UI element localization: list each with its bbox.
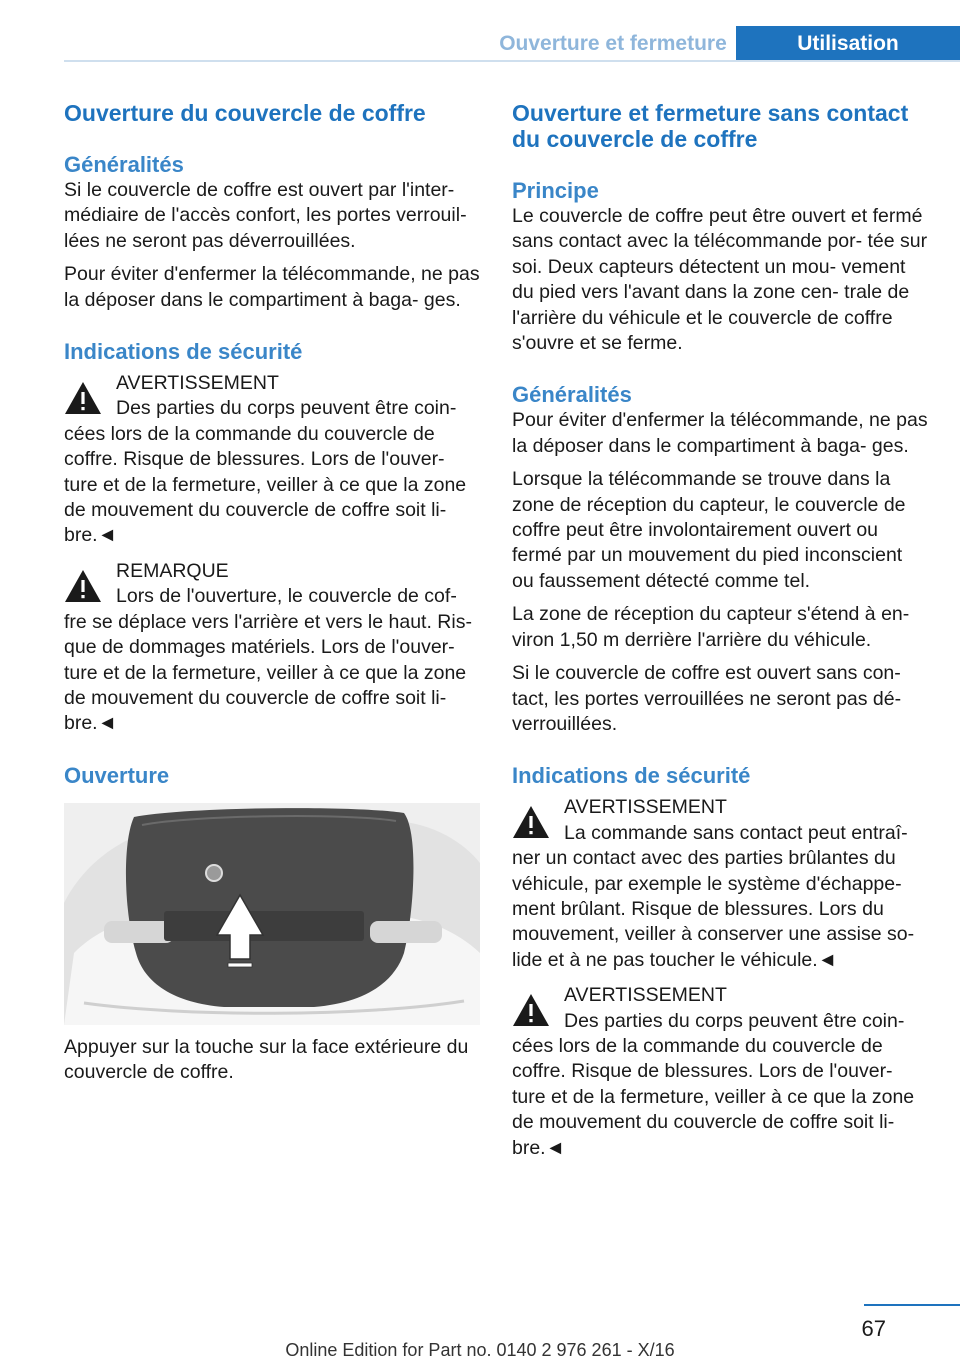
footer-rule	[864, 1304, 960, 1306]
warning-label: AVERTISSEMENT	[564, 796, 727, 819]
notice-text-first-line: Lors de l'ouverture, le couvercle de cof‐	[116, 585, 457, 608]
section-title-opening-trunk-lid: Ouverture du couvercle de coffre	[64, 100, 426, 126]
paragraph-doors-locked: Si le couvercle de coffre est ouvert sans con‐ tact, les portes verrouillées ne seront pas dé‐ verrouillées.	[512, 662, 902, 735]
paragraph-principle: Le couvercle de coffre peut être ouvert et fermé sans contact avec la télécommande por‐ tée sur soi. Deux capteurs détectent un mou‐ vement du pied vers l'avant dans la zone cen‐ trale de l'arrière du véhicule et le couvercle de coffre s'ouvre et se ferme.	[512, 205, 928, 355]
warning-text-first-line: Des parties du corps peuvent être coin‐	[564, 1009, 905, 1032]
heading-opening: Ouverture	[64, 762, 170, 788]
paragraph-sensor-range: La zone de réception du capteur s'étend à en‐ viron 1,50 m derrière l'arrière du véhicule.	[512, 603, 910, 651]
warning-triangle-icon	[512, 993, 550, 1027]
paragraph-remote-key-warning-right: Pour éviter d'enfermer la télécommande, ne pas la déposer dans le compartiment à baga‐ ges.	[512, 409, 928, 457]
warning-label: AVERTISSEMENT	[564, 984, 727, 1007]
warning-text: cées lors de la commande du couvercle de coffre. Risque de blessures. Lors de l'ouver‐ ture et de la fermeture, veiller à ce que la zone de mouvement du couvercle de coffre soit li‐ bre.◄	[512, 1034, 915, 1159]
notice-block-material-damage	[64, 559, 480, 737]
paragraph-sensor-zone-risk: Lorsque la télécommande se trouve dans la zone de réception du capteur, le couvercle de coffre peut être involontairement ouvert ou fermé par un mouvement du pied inconscient ou faussement détecté comme tel.	[512, 468, 906, 592]
right-column	[512, 100, 928, 1161]
running-header-chapter-tab: Utilisation	[736, 26, 960, 62]
warning-block-hot-parts	[512, 795, 928, 973]
warning-text: cées lors de la commande du couvercle de coffre. Risque de blessures. Lors de l'ouver‐ ture et de la fermeture, veiller à ce que la zone de mouvement du couvercle de coffre soit li‐ bre.◄	[64, 422, 467, 547]
header-rule	[64, 60, 960, 62]
warning-text: ner un contact avec des parties brûlantes du véhicule, par exemple le système d'échappe‐ ment brûlant. Risque de blessures. Lors du mouvement, veiller à conserver une assise so‐ lide et à ne pas toucher le véhicule.◄	[512, 847, 915, 971]
trunk-lid-illustration	[64, 803, 480, 1025]
notice-text: fre se déplace vers l'arrière et vers le haut. Ris‐ que de dommages matériels. Lors de l'ouver‐ ture et de la fermeture, veiller à ce que la zone de mouvement du couvercle de coffre soit li‐ bre.◄	[64, 610, 472, 735]
warning-label: AVERTISSEMENT	[116, 372, 279, 395]
edition-footer: Online Edition for Part no. 0140 2 976 261 - X/16	[285, 1340, 675, 1360]
warning-block-body-parts	[64, 371, 480, 549]
section-title-contactless-trunk: Ouverture et fermeture sans contact du couvercle de coffre	[512, 100, 909, 152]
left-column	[64, 100, 480, 1086]
warning-text-first-line: Des parties du corps peuvent être coin‐	[116, 397, 457, 420]
heading-general: Généralités	[64, 152, 184, 177]
warning-block-body-parts-right	[512, 983, 928, 1161]
running-header-section: Ouverture et fermeture	[499, 32, 727, 55]
heading-safety: Indications de sécurité	[64, 339, 303, 365]
heading-general-right: Généralités	[512, 382, 632, 408]
warning-text-first-line: La commande sans contact peut entraî‐	[564, 821, 908, 844]
heading-principle: Principe	[512, 178, 599, 203]
heading-safety-right: Indications de sécurité	[512, 763, 751, 789]
notice-label: REMARQUE	[116, 559, 229, 582]
opening-caption: Appuyer sur la touche sur la face extérieure du couvercle de coffre.	[64, 1035, 469, 1084]
warning-triangle-icon	[64, 569, 102, 603]
warning-triangle-icon	[512, 805, 550, 839]
warning-triangle-icon	[64, 381, 102, 415]
paragraph-remote-key-warning: Pour éviter d'enfermer la télécommande, ne pas la déposer dans le compartiment à baga‐ ges.	[64, 263, 480, 311]
paragraph-comfort-access: Si le couvercle de coffre est ouvert par l'inter‐ médiaire de l'accès confort, les portes verrouil‐ lées ne seront pas déverrouillées.	[64, 179, 467, 252]
page-number: 67	[861, 1316, 886, 1341]
